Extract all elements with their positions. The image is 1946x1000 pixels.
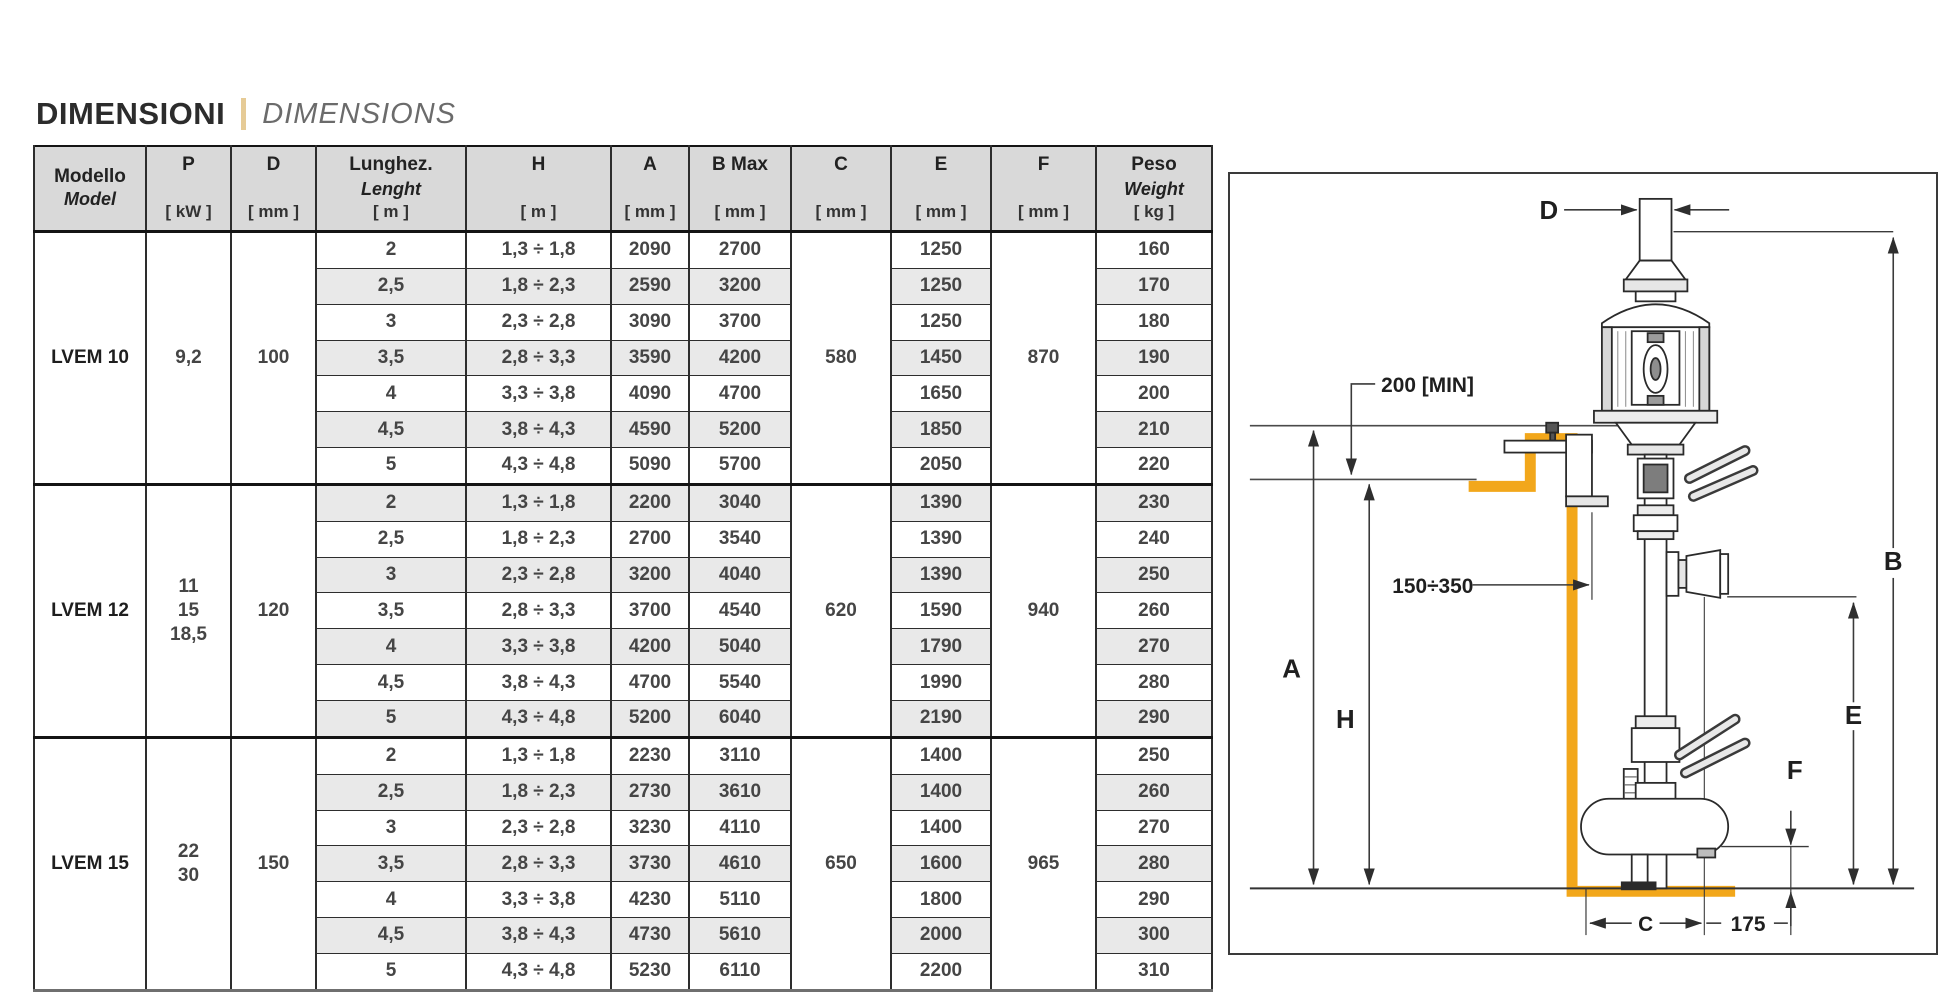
cell-length: 5 xyxy=(316,448,466,485)
cell-e: 2050 xyxy=(891,448,991,485)
cell-h: 2,3 ÷ 2,8 xyxy=(466,304,611,340)
cell-length: 5 xyxy=(316,700,466,737)
side-discharge-spout xyxy=(1667,550,1729,598)
cell-e: 1400 xyxy=(891,737,991,774)
cell-h: 4,3 ÷ 4,8 xyxy=(466,953,611,990)
header-peso: Peso Weight [ kg ] xyxy=(1096,146,1212,232)
cell-h: 2,3 ÷ 2,8 xyxy=(466,810,611,846)
cell-power: 22 30 xyxy=(146,737,231,990)
cell-f: 870 xyxy=(991,232,1096,485)
cell-c: 620 xyxy=(791,484,891,737)
cell-bmax: 5200 xyxy=(689,412,791,448)
cell-h: 1,3 ÷ 1,8 xyxy=(466,737,611,774)
dimensions-table xyxy=(33,145,1213,992)
table-row xyxy=(34,232,1212,269)
cell-a: 3230 xyxy=(611,810,689,846)
cell-h: 3,8 ÷ 4,3 xyxy=(466,918,611,954)
cell-e: 1390 xyxy=(891,521,991,557)
cell-a: 2730 xyxy=(611,774,689,810)
header-p: P [ kW ] xyxy=(146,146,231,232)
cell-weight: 200 xyxy=(1096,376,1212,412)
cell-weight: 250 xyxy=(1096,557,1212,593)
cell-length: 3 xyxy=(316,557,466,593)
cell-weight: 270 xyxy=(1096,810,1212,846)
cell-bmax: 4040 xyxy=(689,557,791,593)
cell-h: 4,3 ÷ 4,8 xyxy=(466,448,611,485)
cell-h: 3,8 ÷ 4,3 xyxy=(466,412,611,448)
cell-a: 4230 xyxy=(611,882,689,918)
cell-h: 1,3 ÷ 1,8 xyxy=(466,232,611,269)
cell-e: 1600 xyxy=(891,846,991,882)
cell-e: 1990 xyxy=(891,665,991,701)
cell-weight: 240 xyxy=(1096,521,1212,557)
dim-label-h: H xyxy=(1336,706,1355,735)
cell-e: 1800 xyxy=(891,882,991,918)
page-title xyxy=(36,96,456,132)
cell-bmax: 4540 xyxy=(689,593,791,629)
title-divider-bar xyxy=(241,98,246,130)
cell-a: 4700 xyxy=(611,665,689,701)
cell-c: 650 xyxy=(791,737,891,990)
cell-bmax: 3110 xyxy=(689,737,791,774)
cell-weight: 270 xyxy=(1096,629,1212,665)
cell-h: 4,3 ÷ 4,8 xyxy=(466,700,611,737)
cell-bmax: 3610 xyxy=(689,774,791,810)
header-lunghezza: Lunghez. Lenght [ m ] xyxy=(316,146,466,232)
dim-table-body xyxy=(34,232,1212,991)
cell-c: 580 xyxy=(791,232,891,485)
cell-bmax: 5040 xyxy=(689,629,791,665)
cell-e: 2200 xyxy=(891,953,991,990)
cell-weight: 160 xyxy=(1096,232,1212,269)
cell-weight: 210 xyxy=(1096,412,1212,448)
cell-h: 3,3 ÷ 3,8 xyxy=(466,629,611,665)
cell-a: 2230 xyxy=(611,737,689,774)
cell-a: 3700 xyxy=(611,593,689,629)
header-modello: Modello Model xyxy=(34,146,146,232)
cell-length: 3 xyxy=(316,810,466,846)
cell-a: 4730 xyxy=(611,918,689,954)
cell-e: 1250 xyxy=(891,232,991,269)
cell-bmax: 3540 xyxy=(689,521,791,557)
cell-a: 2200 xyxy=(611,484,689,521)
cell-diameter: 150 xyxy=(231,737,316,990)
cell-bmax: 4700 xyxy=(689,376,791,412)
cell-length: 4,5 xyxy=(316,918,466,954)
cell-length: 2,5 xyxy=(316,268,466,304)
title-italian: DIMENSIONI xyxy=(36,96,226,131)
cell-length: 4 xyxy=(316,376,466,412)
table-header xyxy=(34,146,1212,232)
cell-bmax: 2700 xyxy=(689,232,791,269)
cell-h: 1,3 ÷ 1,8 xyxy=(466,484,611,521)
dim-label-200min: 200 [MIN] xyxy=(1381,373,1474,397)
dim-label-c: C xyxy=(1638,913,1654,937)
pump-body xyxy=(1504,196,1753,889)
cell-diameter: 120 xyxy=(231,484,316,737)
cell-length: 3,5 xyxy=(316,593,466,629)
cell-length: 2,5 xyxy=(316,521,466,557)
cell-bmax: 5540 xyxy=(689,665,791,701)
cell-e: 1850 xyxy=(891,412,991,448)
motor-dome xyxy=(1602,304,1709,327)
cell-weight: 290 xyxy=(1096,700,1212,737)
header-a: A [ mm ] xyxy=(611,146,689,232)
cell-h: 1,8 ÷ 2,3 xyxy=(466,268,611,304)
dim-label-d: D xyxy=(1539,196,1559,225)
cell-e: 1250 xyxy=(891,268,991,304)
header-c: C [ mm ] xyxy=(791,146,891,232)
dim-label-b: B xyxy=(1883,547,1903,576)
cell-bmax: 4610 xyxy=(689,846,791,882)
cell-h: 1,8 ÷ 2,3 xyxy=(466,521,611,557)
cell-model: LVEM 15 xyxy=(34,737,146,990)
cell-h: 3,3 ÷ 3,8 xyxy=(466,376,611,412)
cell-bmax: 5700 xyxy=(689,448,791,485)
cell-a: 3590 xyxy=(611,340,689,376)
cell-h: 2,3 ÷ 2,8 xyxy=(466,557,611,593)
pump-drawing-svg xyxy=(1230,174,1936,953)
header-e: E [ mm ] xyxy=(891,146,991,232)
cell-e: 1400 xyxy=(891,774,991,810)
cell-a: 3200 xyxy=(611,557,689,593)
cell-length: 2 xyxy=(316,232,466,269)
cell-e: 2000 xyxy=(891,918,991,954)
dim-label-f: F xyxy=(1786,756,1803,785)
cell-weight: 250 xyxy=(1096,737,1212,774)
title-english: DIMENSIONS xyxy=(262,97,456,130)
table-header-row xyxy=(34,146,1212,232)
cell-e: 1400 xyxy=(891,810,991,846)
cell-length: 5 xyxy=(316,953,466,990)
dim-label-a: A xyxy=(1282,655,1301,684)
cell-bmax: 3040 xyxy=(689,484,791,521)
cell-bmax: 5610 xyxy=(689,918,791,954)
cell-bmax: 5110 xyxy=(689,882,791,918)
cell-a: 4590 xyxy=(611,412,689,448)
cell-a: 5200 xyxy=(611,700,689,737)
dim-label-150-350: 150÷350 xyxy=(1392,574,1474,598)
cell-a: 2590 xyxy=(611,268,689,304)
cell-power: 11 15 18,5 xyxy=(146,484,231,737)
cell-length: 4,5 xyxy=(316,412,466,448)
handle-prongs-upper xyxy=(1689,451,1753,497)
cell-h: 3,3 ÷ 3,8 xyxy=(466,882,611,918)
cell-h: 2,8 ÷ 3,3 xyxy=(466,340,611,376)
cell-weight: 280 xyxy=(1096,846,1212,882)
cell-f: 940 xyxy=(991,484,1096,737)
discharge-pipe xyxy=(1640,199,1672,261)
header-bmax: B Max [ mm ] xyxy=(689,146,791,232)
cell-weight: 300 xyxy=(1096,918,1212,954)
cell-bmax: 3200 xyxy=(689,268,791,304)
cell-e: 1590 xyxy=(891,593,991,629)
cell-model: LVEM 12 xyxy=(34,484,146,737)
cell-weight: 260 xyxy=(1096,774,1212,810)
cell-bmax: 3700 xyxy=(689,304,791,340)
cell-weight: 230 xyxy=(1096,484,1212,521)
cell-bmax: 6110 xyxy=(689,953,791,990)
pump-technical-drawing xyxy=(1228,172,1938,955)
cell-length: 2 xyxy=(316,737,466,774)
cell-weight: 280 xyxy=(1096,665,1212,701)
cell-e: 1250 xyxy=(891,304,991,340)
cell-a: 5230 xyxy=(611,953,689,990)
cell-length: 4 xyxy=(316,629,466,665)
pump-volute xyxy=(1581,799,1728,855)
cell-a: 2700 xyxy=(611,521,689,557)
cell-weight: 310 xyxy=(1096,953,1212,990)
cell-diameter: 100 xyxy=(231,232,316,485)
cell-length: 3,5 xyxy=(316,340,466,376)
dim-label-175: 175 xyxy=(1730,913,1766,937)
cell-weight: 220 xyxy=(1096,448,1212,485)
cell-h: 2,8 ÷ 3,3 xyxy=(466,593,611,629)
cell-h: 3,8 ÷ 4,3 xyxy=(466,665,611,701)
dim-label-e: E xyxy=(1844,702,1863,731)
cell-power: 9,2 xyxy=(146,232,231,485)
cell-weight: 180 xyxy=(1096,304,1212,340)
cell-bmax: 6040 xyxy=(689,700,791,737)
cell-a: 5090 xyxy=(611,448,689,485)
cell-weight: 260 xyxy=(1096,593,1212,629)
cell-length: 4,5 xyxy=(316,665,466,701)
cell-e: 1790 xyxy=(891,629,991,665)
cell-e: 1390 xyxy=(891,557,991,593)
cell-e: 1450 xyxy=(891,340,991,376)
cell-a: 3730 xyxy=(611,846,689,882)
cell-f: 965 xyxy=(991,737,1096,990)
cell-e: 2190 xyxy=(891,700,991,737)
cell-weight: 170 xyxy=(1096,268,1212,304)
cell-length: 2 xyxy=(316,484,466,521)
table-row xyxy=(34,484,1212,521)
cell-bmax: 4200 xyxy=(689,340,791,376)
cell-e: 1390 xyxy=(891,484,991,521)
cell-length: 3,5 xyxy=(316,846,466,882)
cell-a: 4200 xyxy=(611,629,689,665)
table-row xyxy=(34,737,1212,774)
cell-h: 1,8 ÷ 2,3 xyxy=(466,774,611,810)
cell-a: 2090 xyxy=(611,232,689,269)
header-f: F [ mm ] xyxy=(991,146,1096,232)
header-d: D [ mm ] xyxy=(231,146,316,232)
cell-length: 2,5 xyxy=(316,774,466,810)
cell-length: 3 xyxy=(316,304,466,340)
cell-h: 2,8 ÷ 3,3 xyxy=(466,846,611,882)
cell-weight: 190 xyxy=(1096,340,1212,376)
cell-length: 4 xyxy=(316,882,466,918)
cell-a: 3090 xyxy=(611,304,689,340)
cell-e: 1650 xyxy=(891,376,991,412)
cell-model: LVEM 10 xyxy=(34,232,146,485)
cell-weight: 290 xyxy=(1096,882,1212,918)
cell-bmax: 4110 xyxy=(689,810,791,846)
header-h: H [ m ] xyxy=(466,146,611,232)
cell-a: 4090 xyxy=(611,376,689,412)
